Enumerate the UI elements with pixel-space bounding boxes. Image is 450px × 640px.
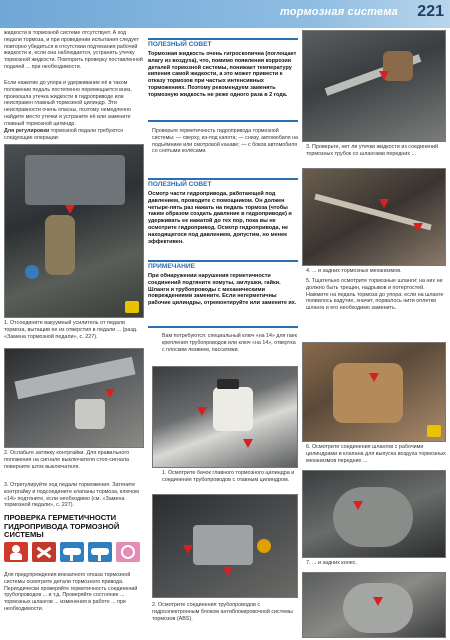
paragraph: Для предупреждения внезапного отказа тормозной системы осмотрите детали тормозного привода. Периодически проверяйте герметичность соединений трубопроводов ... и т.д. Проверяйте состояние ... тормозных шлангов ... изменения в работе ... при необходимости.: [4, 572, 138, 612]
photo-caption: 5. Тщательно осмотрите тормозные шланги: на них не должно быть трещин, надрывов и потертостей. Нажмите на педаль тормоза до упора: если на шланге появилось вздутие, значит, порвалось нити оплетки шланга и его необходимо заменить.: [306, 278, 444, 312]
red-arrow-icon: [369, 373, 379, 382]
divider: [148, 260, 298, 262]
tip-title: ПОЛЕЗНЫЙ СОВЕТ: [148, 41, 212, 48]
tools-text: Вам потребуются: специальный ключ «на 14» для гаек крепления трубопроводов или ключ «на 14», отвертка с плоским лезвием, пассатижи.: [162, 333, 297, 353]
photo-rear-drum: [302, 572, 446, 638]
red-arrow-icon: [183, 545, 193, 554]
photo-front-hose: [302, 30, 446, 142]
photo-rear-hose: [302, 168, 446, 266]
photo-caption: 3. Проверьте, нет ли утечки жидкости из соединений тормозных трубок со шлангами передних ...: [306, 144, 439, 157]
divider: [148, 38, 298, 40]
photo-caption: 2. Ослабьте затяжку контргайки. Для правильного положения на сигнале выключателя стоп-сигнала поверните шток выключателя.: [4, 450, 130, 470]
photo-master-cylinder: [152, 366, 298, 468]
red-arrow-icon: [243, 439, 253, 448]
person-warning-icon: [4, 542, 28, 562]
tip-title: ПОЛЕЗНЫЙ СОВЕТ: [148, 181, 212, 188]
tools-icon: [32, 542, 56, 562]
red-arrow-icon: [65, 205, 75, 214]
car-lift-icon: [88, 542, 112, 562]
red-arrow-icon: [379, 199, 389, 208]
paragraph: жидкости в тормозной системе отсутствует. А ход педали тормоза, и при проведении испытания следует повторно убедиться в отсутствии подтекания рабочей жидкости и, если она наблюдается, устранить утечку тормозной жидкости. Повторить проверку поставленной подачей ... при необходимости.: [4, 30, 143, 70]
photo-brake-pedal: [4, 144, 144, 318]
photo-caption: 7. ... и задних колес.: [306, 560, 357, 566]
red-arrow-icon: [373, 597, 383, 606]
divider: [148, 326, 298, 328]
icon-row: [4, 542, 144, 568]
car-lift-icon: [60, 542, 84, 562]
photo-caption: 3. Отрегулируйте ход педали торможения. Затяните контргайку и подсоедините клапаны тормоза, ключом «14» подтяните, если необходимо (см. «Замена тормозной педали», с. 227).: [4, 482, 139, 509]
paragraph: Проверьте герметичность гидропривода тормозной системы: — сверху, из-под капота; — снизу, автомобиля на подъёмнике или смотровой канаве; — с боков автомобиля со снятыми колёсами.: [152, 128, 298, 155]
red-arrow-icon: [105, 389, 115, 398]
divider: [148, 178, 298, 180]
photo-caption: 6. Осмотрите соединения шлангов с рабочими цилиндрами и клапана для выпуска воздуха тормозных механизмов передних ...: [306, 444, 446, 464]
photo-front-caliper: [302, 342, 446, 442]
section-heading: ПРОВЕРКА ГЕРМЕТИЧНОСТИ ГИДРОПРИВОДА ТОРМОЗНОЙ СИСТЕМЫ: [4, 513, 120, 540]
red-arrow-icon: [223, 567, 233, 576]
red-arrow-icon: [413, 223, 423, 232]
paragraph: Для регулировки тормозной педали требуются следующие операции:: [4, 128, 124, 141]
page-number: 221: [417, 3, 444, 20]
clock-icon: [116, 542, 140, 562]
photo-rear-caliper: [302, 470, 446, 558]
photo-stop-switch: [4, 348, 144, 448]
photo-abs-block: [152, 494, 298, 598]
hand-icon: [125, 301, 139, 313]
tip-text: Тормозная жидкость очень гигроскопична (поглощает влагу из воздуха), что, помимо появления коррозии деталей тормозной системы, понижает температуру кипения самой жидкости, а это может привести к отказу тормозов при частых интенсивных торможениях. Поэтому рекомендуем заменять тормозную жидкость не реже одного раза в 2 года.: [148, 51, 297, 98]
divider: [148, 120, 298, 122]
red-arrow-icon: [197, 407, 207, 416]
photo-caption: 4. ... и задних тормозных механизмов.: [306, 268, 402, 274]
note-text: При обнаружении нарушения герметичности соединений подтяните хомуты, заглушки, гайки. Шланги и трубопроводы с механическими повреждениями замените. Если негерметичны рабочие цилиндры, отремонтируйте или замените их.: [148, 273, 297, 307]
tip-text: Осмотр части гидропривода, работающей под давлением, проводите с помощником. Он должен четыре-пять раз нажать на педаль тормоза (чтобы таким образом создать давление в гидроприводе) и удерживать ее нажатой до тех пор, пока вы не осмотрите гидропривод. Осмотр гидропривода, не находящегося под давлением, допустим, но менее эффективен.: [148, 191, 292, 245]
page-header: [0, 0, 450, 28]
photo-caption: 1. Отсоедините вакуумный усилитель от педали тормоза, вытащив ее из отверстия в педали ... (разд. «Замена тормозной педали», с. 227).: [4, 320, 138, 340]
red-arrow-icon: [353, 501, 363, 510]
hand-icon: [427, 425, 441, 437]
photo-caption: 2. Осмотрите соединения трубопроводов с гидроэлектронным блоком антиблокировочной системы тормозов (ABS).: [152, 602, 293, 622]
paragraph: Если нажатие до упора и удерживание её в таком положении педаль постепенно перемещается вниз, произошла утечка жидкости в гидроприводе или неисправен главный тормозной цилиндр. Эти неисправности очень опасны, поэтому немедленно найдите место утечки и устраните её или замените главный тормозной цилиндр.: [4, 80, 132, 127]
photo-caption: 1. Осмотрите бачок главного тормозного цилиндра и соединения трубопроводов с главным цилиндром.: [162, 470, 295, 483]
note-title: ПРИМЕЧАНИЕ: [148, 263, 196, 270]
red-arrow-icon: [379, 71, 389, 80]
section-title: тормозная система: [279, 6, 398, 18]
